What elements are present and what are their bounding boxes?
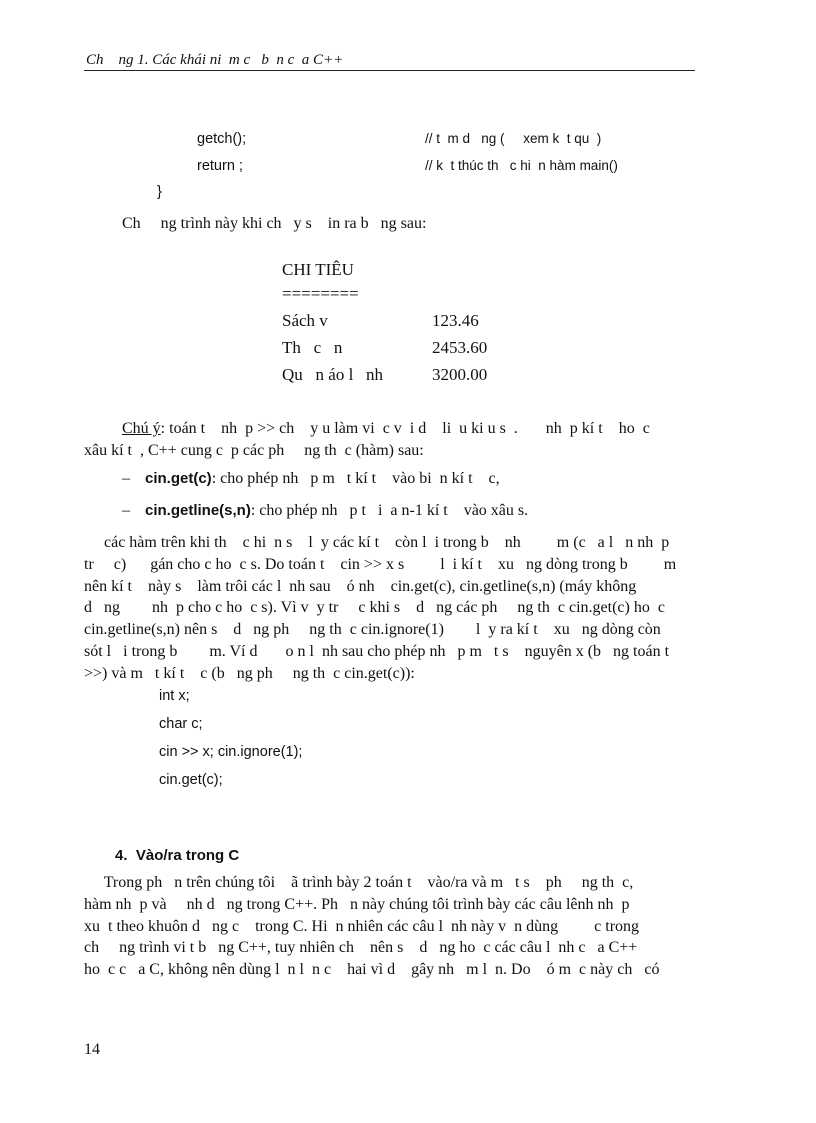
bullet-dash: – xyxy=(122,502,130,519)
paragraph-line: d ng nh p cho c ho c s). Vì v y tr c khi s d ng các ph ng th c cin.get(c) ho c xyxy=(84,599,665,617)
code-comment-getch: // t m d ng ( xem k t qu ) xyxy=(425,131,602,146)
bullet-item xyxy=(145,502,528,520)
table-separator: ======== xyxy=(282,284,359,303)
code-close-brace: } xyxy=(157,184,162,200)
code-comment-return: // k t thúc th c hi n hàm main() xyxy=(425,158,618,173)
table-row-value: 123.46 xyxy=(432,311,479,330)
header-rule xyxy=(84,70,695,71)
code-line: cin.get(c); xyxy=(159,772,223,788)
bullet-dash: – xyxy=(122,470,130,487)
bullet-desc: : cho phép nh p m t kí t vào bi n kí t c, xyxy=(211,470,500,487)
code-line: cin >> x; cin.ignore(1); xyxy=(159,744,303,760)
code-line: char c; xyxy=(159,716,203,732)
paragraph-io-in-c xyxy=(84,872,696,981)
note-line-1 xyxy=(122,420,650,438)
table-row-item: Sách v xyxy=(282,311,328,330)
paragraph-line: tr c) gán cho c ho c s. Do toán t cin >> x s l i kí t xu ng dòng trong b m xyxy=(84,555,677,573)
table-row-value: 2453.60 xyxy=(432,338,488,357)
code-line-getch: getch(); xyxy=(197,131,247,147)
section-number: 4. xyxy=(115,847,128,864)
section-heading xyxy=(115,847,239,864)
table-title: CHI TIÊU xyxy=(282,260,354,279)
code-line: int x; xyxy=(159,688,190,704)
page-number: 14 xyxy=(84,1041,100,1058)
code-line-return: return ; xyxy=(197,158,243,174)
bullet-term: cin.getline(s,n) xyxy=(145,502,251,519)
paragraph-line: hàm nh p và nh d ng trong C++. Ph n này chúng tôi trình bày các câu lênh nh p xyxy=(84,895,630,913)
paragraph-line: cin.getline(s,n) nên s d ng ph ng th c cin.ignore(1) l y ra kí t xu ng dòng còn xyxy=(84,621,661,639)
bullet-item xyxy=(145,470,500,488)
paragraph-line: ho c c a C, không nên dùng l n l n c hai vì d gây nh m l n. Do ó m c này ch có xyxy=(84,961,660,979)
bullet-term: cin.get(c) xyxy=(145,470,212,487)
table-row-value: 3200.00 xyxy=(432,365,488,384)
running-header: Ch ng 1. Các khái ni m c b n c a C++ xyxy=(86,52,344,68)
paragraph-line: >>) và m t kí t c (b ng ph ng th c cin.get(c)): xyxy=(84,664,415,682)
note-line-2: xâu kí t , C++ cung c p các ph ng th c (hàm) sau: xyxy=(84,442,424,459)
paragraph-line: sót l i trong b m. Ví d o n l nh sau cho phép nh p m t s nguyên x (b ng toán t xyxy=(84,642,670,660)
table-row-item: Qu n áo l nh xyxy=(282,365,384,384)
section-title: Vào/ra trong C xyxy=(135,847,240,864)
paragraph-line: nên kí t này s làm trôi các l nh sau ó nh cin.get(c), cin.getline(s,n) (máy không xyxy=(84,577,637,595)
paragraph-cin-notes xyxy=(84,532,696,685)
note-text: : toán t nh p >> ch y u làm vi c v i d li u ki u s . nh p kí t ho c xyxy=(160,420,650,437)
table-row-item: Th c n xyxy=(282,338,343,357)
paragraph-line: ch ng trình vi t b ng C++, tuy nhiên ch nên s d ng ho c các câu l nh c a C++ xyxy=(84,939,638,957)
paragraph-line: Trong ph n trên chúng tôi ã trình bày 2 toán t vào/ra và m t s ph ng th c, xyxy=(84,874,634,891)
note-label: Chú ý xyxy=(122,420,161,437)
bullet-desc: : cho phép nh p t i a n-1 kí t vào xâu s. xyxy=(250,502,529,519)
paragraph-line: xu t theo khuôn d ng c trong C. Hi n nhiên các câu l nh này v n dùng c trong xyxy=(84,917,640,935)
paragraph-line: các hàm trên khi th c hi n s l y các kí t còn l i trong b nh m (c a l n nh p xyxy=(84,534,670,551)
intro-line: Ch ng trình này khi ch y s in ra b ng sau: xyxy=(122,215,427,232)
